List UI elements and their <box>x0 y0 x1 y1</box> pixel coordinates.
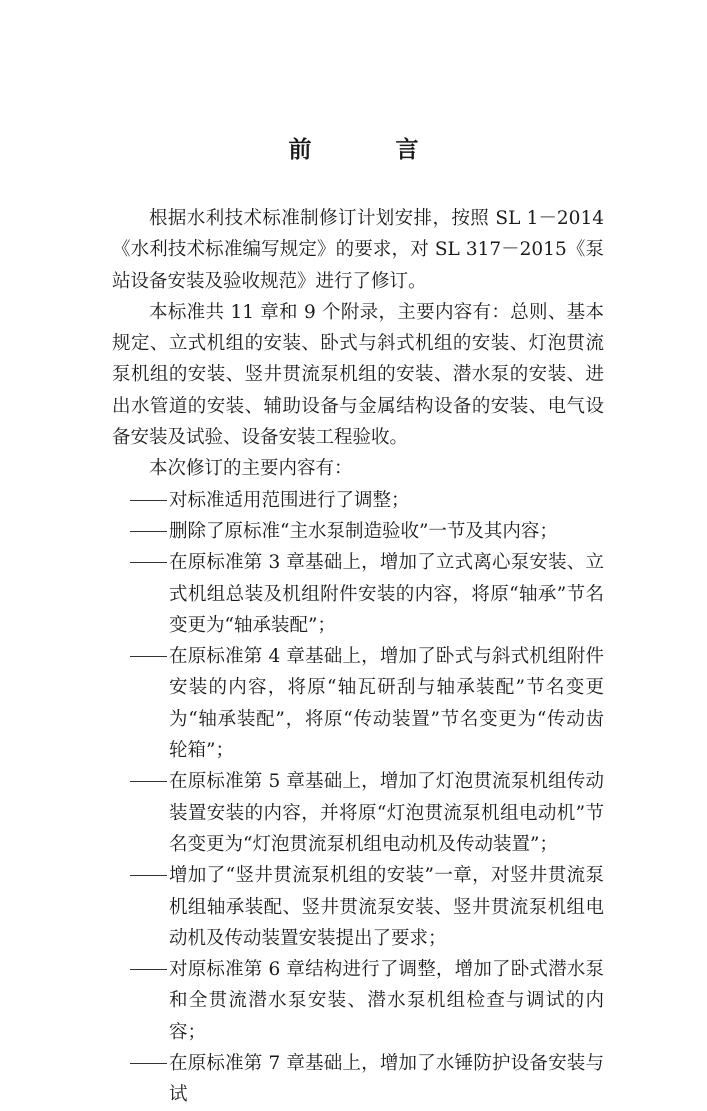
revision-item <box>112 641 604 766</box>
dash-marker <box>130 781 167 782</box>
revision-item <box>112 547 604 641</box>
revision-item-text: 对标准适用范围进行了调整； <box>169 489 410 511</box>
revision-item-text: 在原标准第 5 章基础上，增加了灯泡贯流泵机组传动装置安装的内容，并将原“灯泡贯流泵机组电动机”节名变更为“灯泡贯流泵机组电动机及传动装置”； <box>169 771 604 855</box>
revision-item <box>112 860 604 954</box>
revision-item-text: 增加了“竖井贯流泵机组的安装”一章，对竖井贯流泵机组轴承装配、竖井贯流泵安装、竖井贯流泵机组电动机及传动装置安装提出了要求； <box>169 865 604 949</box>
document-body <box>112 203 604 1111</box>
dash-marker <box>130 562 167 563</box>
dash-marker <box>130 656 167 657</box>
paragraph-contents-summary: 本标准共 11 章和 9 个附录，主要内容有：总则、基本规定、立式机组的安装、卧式与斜式机组的安装、灯泡贯流泵机组的安装、竖井贯流泵机组的安装、潜水泵的安装、进出水管道的安装、辅助设备与金属结构设备的安装、电气设备安装及试验、设备安装工程验收。 <box>112 301 604 449</box>
paragraph-revision-basis: 根据水利技术标准制修订计划安排，按照 SL 1－2014《水利技术标准编写规定》的要求，对 SL 317－2015《泵站设备安装及验收规范》进行了修订。 <box>112 208 604 292</box>
dash-marker <box>130 969 167 970</box>
revision-item-text: 对原标准第 6 章结构进行了调整，增加了卧式潜水泵和全贯流潜水泵安装、潜水泵机组检查与调试的内容； <box>169 959 604 1043</box>
revision-item <box>112 516 604 547</box>
revision-item <box>112 954 604 1048</box>
revision-item-text: 在原标准第 4 章基础上，增加了卧式与斜式机组附件安装的内容，将原“轴瓦研刮与轴承装配”节名变更为“轴承装配”，将原“传动装置”节名变更为“传动齿轮箱”； <box>169 646 604 762</box>
revision-item <box>112 485 604 516</box>
dash-marker <box>130 875 167 876</box>
dash-marker <box>130 531 167 532</box>
revision-list <box>112 485 604 1111</box>
revision-item-text: 在原标准第 3 章基础上，增加了立式离心泵安装、立式机组总装及机组附件安装的内容，将原“轴承”节名变更为“轴承装配”； <box>169 552 604 636</box>
revision-item-text: 在原标准第 7 章基础上，增加了水锤防护设备安装与试 <box>169 1053 604 1106</box>
revision-item <box>112 766 604 860</box>
paragraph-revision-intro: 本次修订的主要内容有： <box>149 458 353 480</box>
page-title: 前 言 <box>288 136 457 163</box>
revision-item-text: 删除了原标准“主水泵制造验收”一节及其内容； <box>169 520 558 542</box>
dash-marker <box>130 1063 167 1064</box>
dash-marker <box>130 500 167 501</box>
revision-item <box>112 1048 604 1111</box>
